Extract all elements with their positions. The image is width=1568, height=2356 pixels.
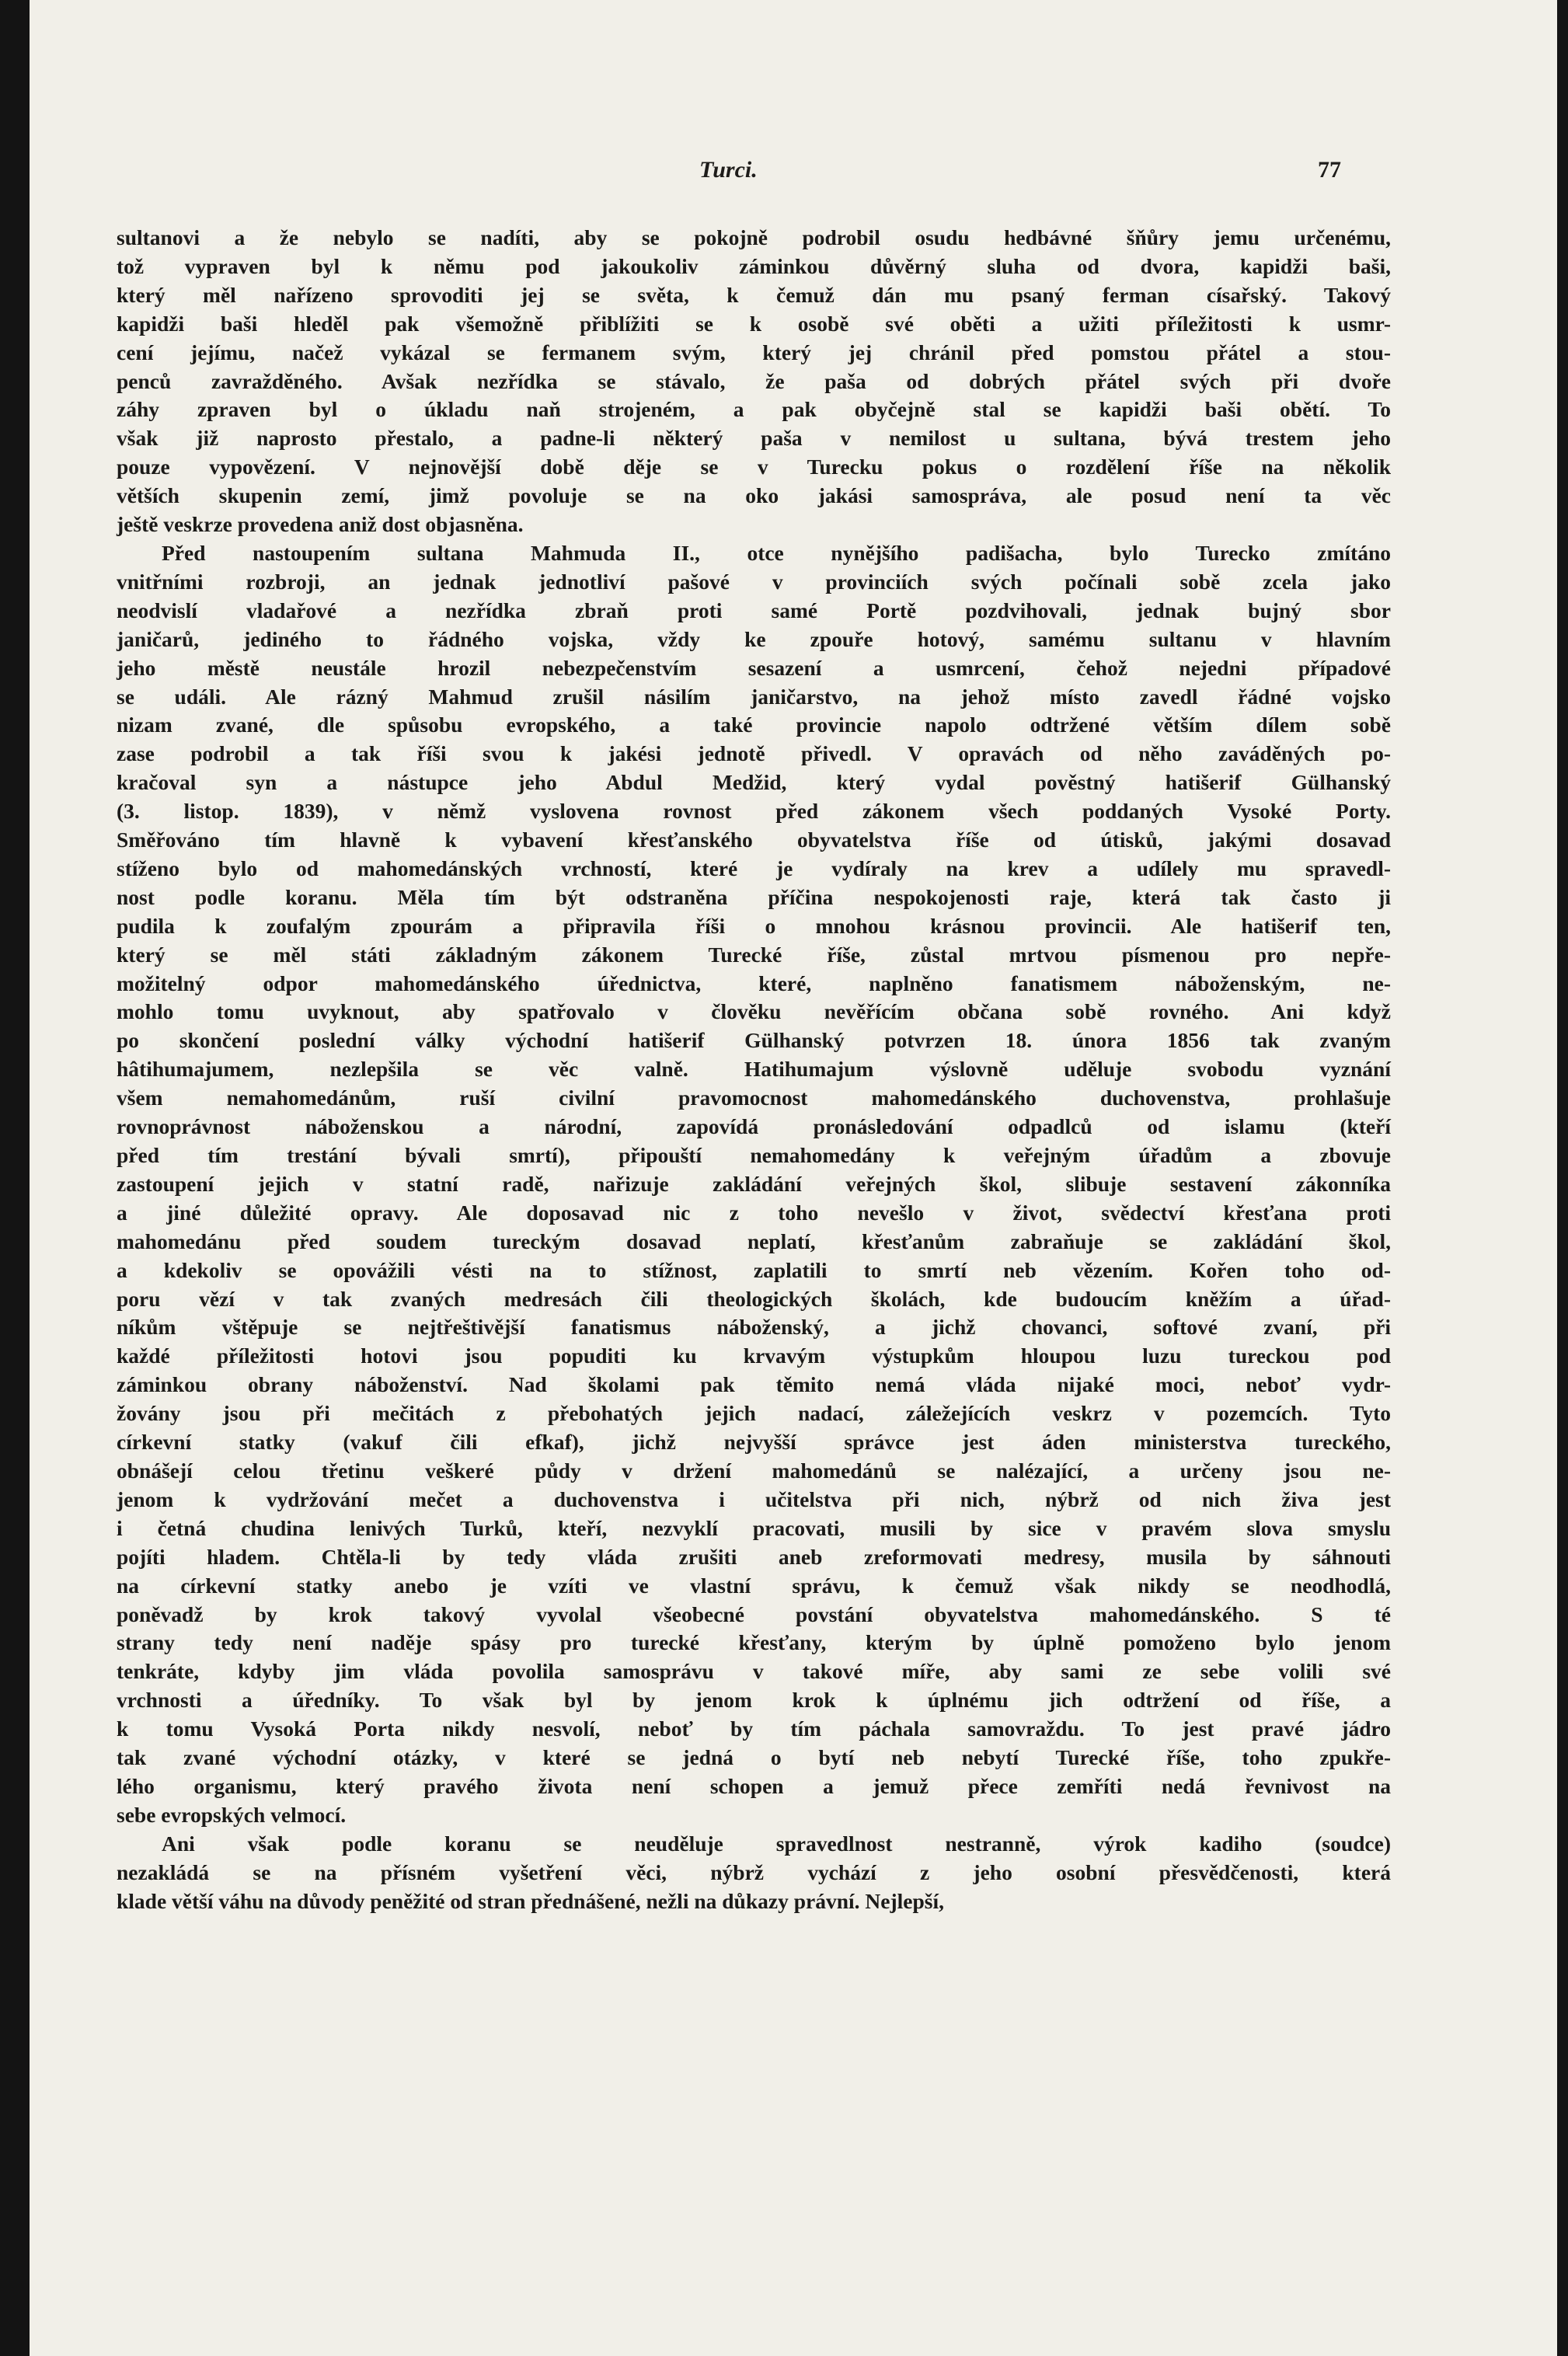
running-head [30,157,1557,188]
text-line: kapidži baši hleděl pak všemožně přiblížiti se k osobě své oběti a užiti příležitosti k usmr- [117,311,1391,336]
text-line: ještě veskrze provedena aniž dost objasněna. [117,512,524,537]
text-line: tož vypraven byl k němu pod jakoukoliv záminkou důvěrný sluha od dvora, kapidži baši, [117,253,1391,278]
text-line: cení jejímu, načež vykázal se fermanem svým, který jej chránil před pomstou přátel a stou- [117,340,1391,364]
text-line: pudila k zoufalým zpourám a připravila říši o mnohou krásnou provincii. Ale hatišerif ten, [117,913,1391,938]
text-line: však již naprosto přestalo, a padne-li některý paša v nemilost u sultana, bývá trestem jeho [117,426,1391,451]
text-line: se událi. Ale rázný Mahmud zrušil násilím janičarstvo, na jehož místo zavedl řádné vojsko [117,684,1391,709]
text-line: který měl nařízeno sprovoditi jej se světa, k čemuž dán mu psaný ferman císařský. Takový [117,282,1391,307]
paragraph [117,539,1391,1830]
text-line: jenom k vydržování mečet a duchovenstva i učitelstva při nich, nýbrž od nich živa jest [117,1486,1391,1511]
text-line: nost podle koranu. Měla tím být odstraněna příčina nespokojenosti raje, která tak často ji [117,884,1391,909]
text-line: jeho městě neustále hrozil nebezpečenstvím sesazení a usmrcení, čehož nejedni případové [117,655,1391,680]
text-line: mahomedánu před soudem tureckým dosavad neplatí, křesťanům zabraňuje se zakládání škol, [117,1229,1391,1253]
paragraph [117,224,1391,539]
text-line: strany tedy není naděje spásy pro turecké křesťany, kterým by úplně pomoženo bylo jenom [117,1630,1391,1655]
page-number: 77 [1318,157,1341,183]
text-line: pouze vypovězení. V nejnovější době děje se v Turecku pokus o rozdělení říše na několik [117,455,1391,479]
text-line: poněvadž by krok takový vyvolal všeobecné povstání obyvatelstva mahomedánského. S té [117,1601,1391,1626]
text-line: (3. listop. 1839), v němž vyslovena rovnost před zákonem všech poddaných Vysoké Porty. [117,799,1391,824]
text-line: a kdekoliv se opovážili vésti na to stížnost, zaplatili to smrtí neb vězením. Kořen toho od- [117,1257,1391,1282]
text-line: a jiné důležité opravy. Ale doposavad nic z toho nevešlo v život, svědectví křesťana proti [117,1200,1391,1225]
text-line: Směřováno tím hlavně k vybavení křesťanského obyvatelstva říše od útisků, jakými dosavad [117,828,1391,852]
text-line: klade větší váhu na důvody peněžité od stran přednášené, nežli na důkazy právní. Nejlepší, [117,1888,944,1913]
text-line: obnášejí celou třetinu veškeré půdy v držení mahomedánů se nalézající, a určeny jsou ne- [117,1458,1391,1483]
text-line: vnitřními rozbroji, an jednak jednotliví pašové v provinciích svých počínali sobě zcela jako [117,569,1391,594]
paragraph [117,1830,1391,1916]
text-line: zase podrobil a tak říši svou k jakési jednotě přivedl. V opravách od něho zaváděných po- [117,741,1391,766]
body-text [117,224,1391,1915]
text-line: po skončení poslední války východní hatišerif Gülhanský potvrzen 18. února 1856 tak zvaným [117,1028,1391,1053]
text-line: Před nastoupením sultana Mahmuda II., otce nynějšího padišacha, bylo Turecko zmítáno [162,540,1391,565]
text-line: před tím trestání bývali smrtí), připouští nemahomedány k veřejným úřadům a zbovuje [117,1143,1391,1167]
text-line: lého organismu, který pravého života není schopen a jemuž přece zemříti nedá řevnivost na [117,1773,1391,1798]
text-line: nezakládá se na přísném vyšetření věci, nýbrž vychází z jeho osobní přesvědčenosti, která [117,1859,1391,1884]
text-line: možitelný odpor mahomedánského úřednictva, které, naplněno fanatismem náboženským, ne- [117,971,1391,995]
text-line: Ani však podle koranu se neuděluje spravedlnost nestranně, výrok kadiho (soudce) [162,1831,1391,1856]
text-line: kračoval syn a nástupce jeho Abdul Medžid, který vydal pověstný hatišerif Gülhanský [117,770,1391,795]
text-line: i četná chudina lenivých Turků, kteří, nezvyklí pracovati, musili by sice v pravém slova smyslu [117,1515,1391,1540]
text-line: tenkráte, kdyby jim vláda povolila samosprávu v takové míře, aby sami ze sebe volili své [117,1659,1391,1684]
text-line: rovnoprávnost náboženskou a národní, zapovídá pronásledování odpadlců od islamu (kteří [117,1114,1391,1139]
text-line: záhy zpraven byl o úkladu naň strojeném, a pak obyčejně stal se kapidži baši obětí. To [117,397,1391,422]
text-line: nizam zvané, dle spůsobu evropského, a také provincie napolo odtržené větším dílem sobě [117,713,1391,737]
text-line: neodvislí vladařové a nezřídka zbraň proti samé Portě pozdvihovali, jednak bujný sbor [117,598,1391,622]
text-line: janičarů, jediného to řádného vojska, vždy ke zpouře hotový, samému sultanu v hlavním [117,626,1391,651]
text-line: k tomu Vysoká Porta nikdy nesvolí, neboť by tím páchala samovraždu. To jest pravé jádro [117,1716,1391,1741]
book-page [30,0,1557,2356]
text-line: níkům vštěpuje se nejtřeštivější fanatismus náboženský, a jichž chovanci, softové zvaní, při [117,1315,1391,1340]
text-line: stíženo bylo od mahomedánských vrchností, které je vydíraly na krev a udílely mu spravedl- [117,856,1391,880]
running-title: Turci. [699,157,758,183]
text-line: na církevní statky anebo je vzíti ve vlastní správu, k čemuž však nikdy se neodhodlá, [117,1573,1391,1598]
text-line: každé příležitosti hotovi jsou popuditi ku krvavým výstupkům hloupou luzu tureckou pod [117,1344,1391,1368]
text-line: záminkou obrany náboženství. Nad školami pak těmito nemá vláda nijaké moci, neboť vydr- [117,1372,1391,1397]
text-line: vrchnosti a úředníky. To však byl by jenom krok k úplnému jich odtržení od říše, a [117,1688,1391,1713]
text-line: církevní statky (vakuf čili efkaf), jichž nejvyšší správce jest áden ministerstva tureckého, [117,1430,1391,1455]
text-line: sultanovi a že nebylo se nadíti, aby se pokojně podrobil osudu hedbávné šňůry jemu určenému, [117,225,1391,249]
text-line: žovány jsou při mečitách z přebohatých jejich nadací, záležejících veskrz v pozemcích. Tyto [117,1401,1391,1426]
text-line: který se měl státi základným zákonem Turecké říše, zůstal mrtvou písmenou pro nepře- [117,942,1391,967]
text-line: pojíti hladem. Chtěla-li by tedy vláda zrušiti aneb zreformovati medresy, musila by sáhnouti [117,1544,1391,1569]
text-line: mohlo tomu uvyknout, aby spatřovalo v člověku nevěřícím občana sobě rovného. Ani když [117,999,1391,1024]
text-line: hâtihumajumem, nezlepšila se věc valně. Hatihumajum výslovně uděluje svobodu vyznání [117,1057,1391,1082]
text-line: sebe evropských velmocí. [117,1802,347,1827]
text-line: tak zvané východní otázky, v které se jedná o bytí neb nebytí Turecké říše, toho zpukře- [117,1745,1391,1770]
text-line: penců zavražděného. Avšak nezřídka se stávalo, že paša od dobrých přátel svých při dvoře [117,368,1391,393]
text-line: zastoupení jejich v statní radě, nařizuje zakládání veřejných škol, slibuje sestavení zákonníka [117,1171,1391,1196]
text-line: všem nemahomedánům, ruší civilní pravomocnost mahomedánského duchovenstva, prohlašuje [117,1086,1391,1110]
text-line: poru vězí v tak zvaných medresách čili theologických školách, kde budoucím kněžím a úřad- [117,1286,1391,1311]
text-line: větších skupenin zemí, jimž povoluje se na oko jakási samospráva, ale posud není ta věc [117,483,1391,508]
